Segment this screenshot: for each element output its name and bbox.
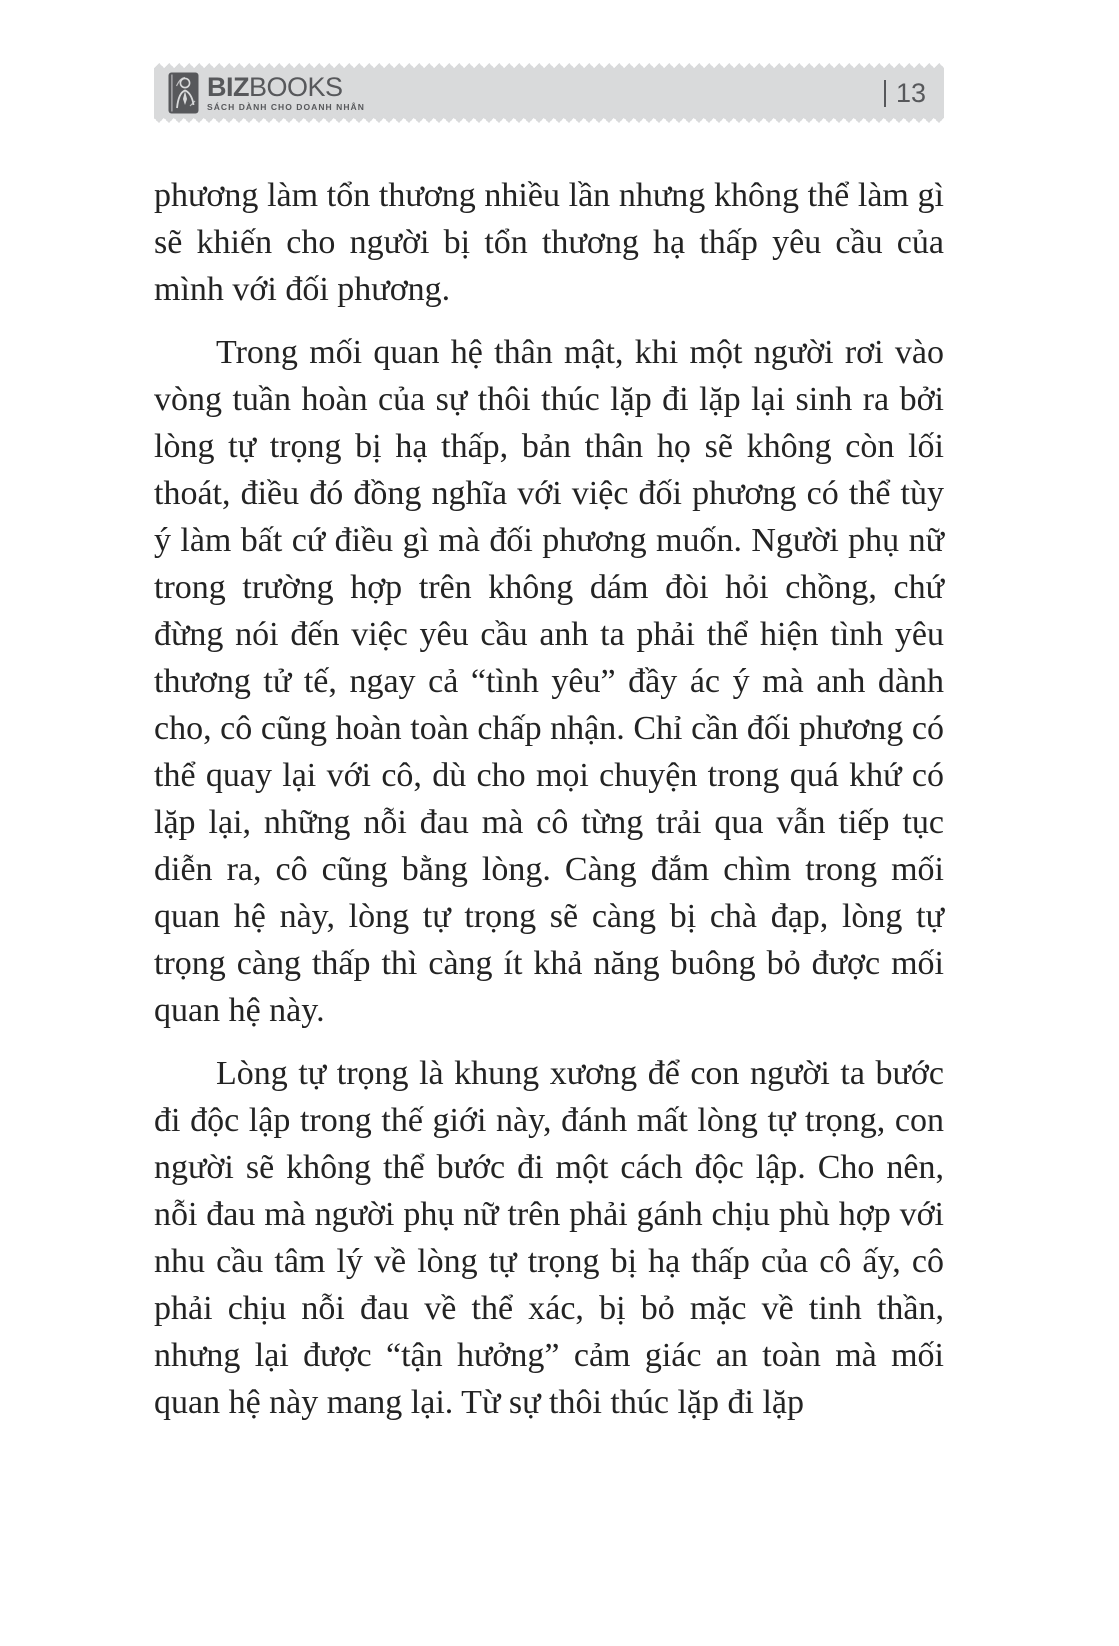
bizbooks-logo-icon	[168, 72, 199, 114]
paragraph: Lòng tự trọng là khung xương để con người ta bước đi độc lập trong thế giới này, đánh mất lòng tự trọng, con người sẽ không thể bước đi một cách độc lập. Cho nên, nỗi đau mà người phụ nữ trên phải gánh chịu phù hợp với nhu cầu tâm lý về lòng tự trọng bị hạ thấp của cô ấy, cô phải chịu nỗi đau về thể xác, bị bỏ mặc về tinh thần, nhưng lại được “tận hưởng” cảm giác an toàn mà mối quan hệ này mang lại. Từ sự thôi thúc lặp đi lặp	[154, 1055, 944, 1421]
page-header	[154, 68, 944, 118]
paragraph-continuation: phương làm tổn thương nhiều lần nhưng không thể làm gì sẽ khiến cho người bị tổn thương hạ thấp yêu cầu của mình với đối phương.	[154, 177, 944, 308]
brand-name	[207, 74, 365, 100]
publisher-logo	[168, 72, 365, 114]
page-number-divider	[884, 80, 886, 107]
page-number	[884, 77, 926, 108]
header-inner	[154, 68, 944, 118]
brand-tagline: SÁCH DÀNH CHO DOANH NHÂN	[207, 102, 365, 112]
page-number-value: 13	[895, 77, 926, 108]
brand-name-biz: BIZ	[207, 72, 249, 102]
brand-text	[207, 74, 365, 112]
brand-name-books: BOOKS	[249, 72, 343, 102]
paragraph: Trong mối quan hệ thân mật, khi một người rơi vào vòng tuần hoàn của sự thôi thúc lặp đi lặp lại sinh ra bởi lòng tự trọng bị hạ thấp, bản thân họ sẽ không còn lối thoát, điều đó đồng nghĩa với việc đối phương có thể tùy ý làm bất cứ điều gì mà đối phương muốn. Người phụ nữ trong trường hợp trên không dám đòi hỏi chồng, chứ đừng nói đến việc yêu cầu anh ta phải thể hiện tình yêu thương tử tế, ngay cả “tình yêu” đầy ác ý mà anh dành cho, cô cũng hoàn toàn chấp nhận. Chỉ cần đối phương có thể quay lại với cô, dù cho mọi chuyện trong quá khứ có lặp lại, những nỗi đau mà cô từng trải qua vẫn tiếp tục diễn ra, cô cũng bằng lòng. Càng đắm chìm trong mối quan hệ này, lòng tự trọng sẽ càng bị chà đạp, lòng tự trọng càng thấp thì càng ít khả năng buông bỏ được mối quan hệ này.	[154, 334, 944, 1029]
page-body-text	[154, 172, 944, 1426]
stamp-serration-bottom	[154, 118, 944, 123]
